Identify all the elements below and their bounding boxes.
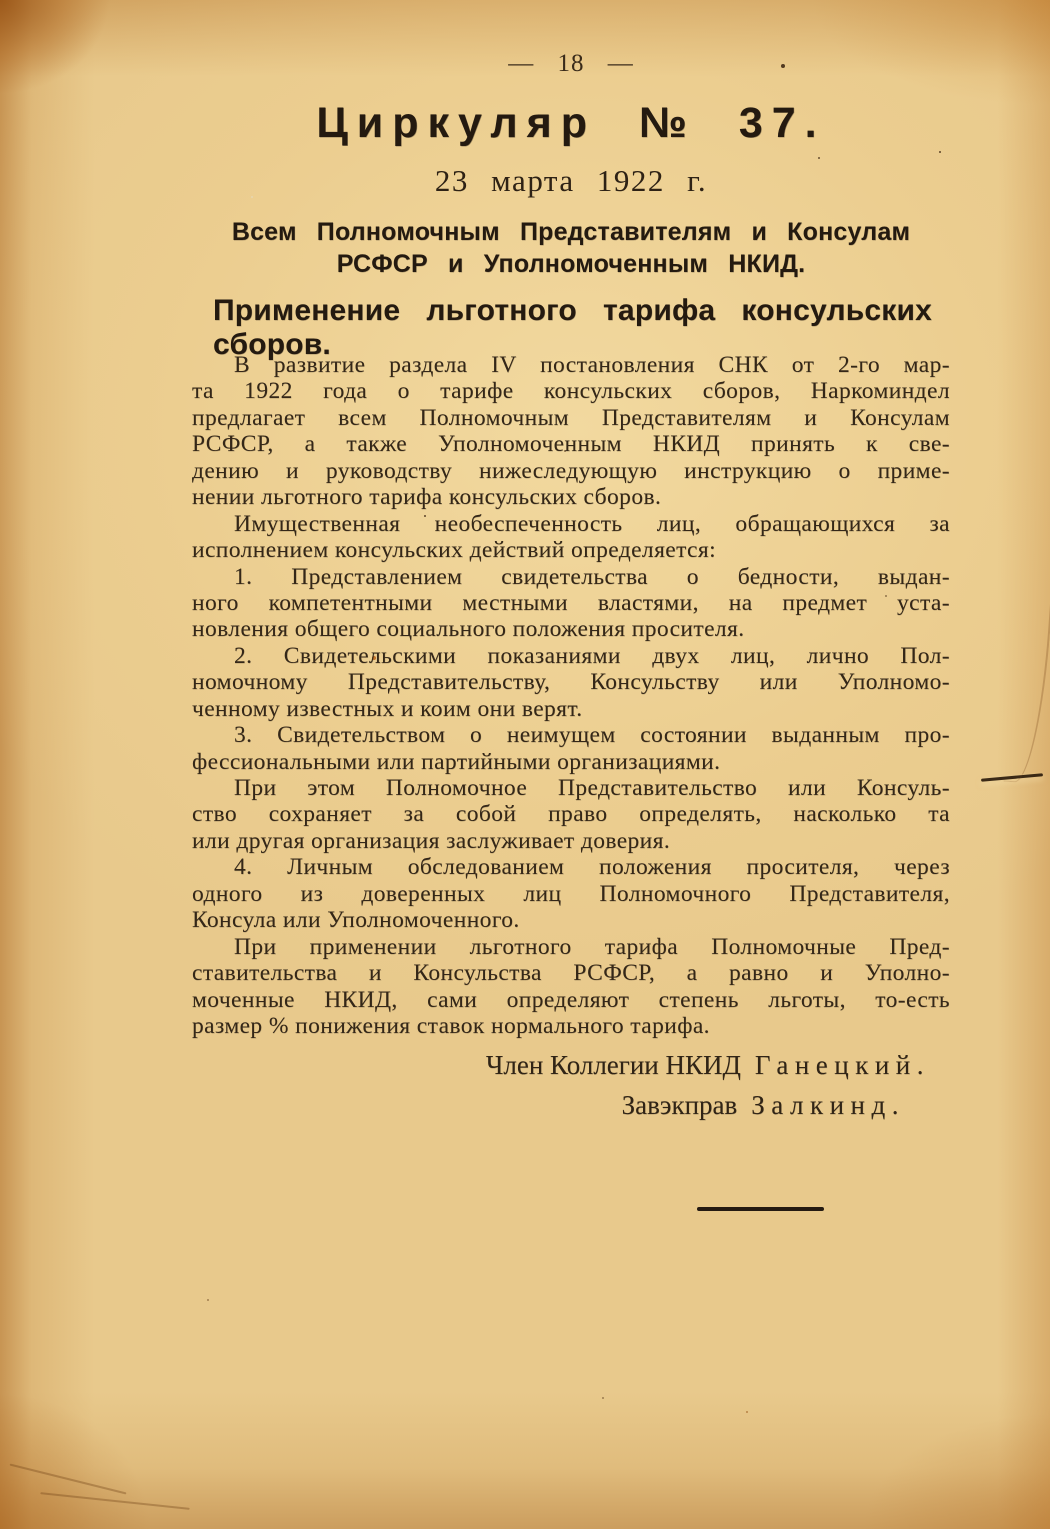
body-line: фессиональными или партийными организациями. [192,748,721,775]
body-line: Имущественная необеспеченность лиц, обращающихся за [234,510,950,537]
body-line: или другая организация заслуживает доверия. [192,827,671,854]
paper-crease-bottom-left [40,1492,189,1510]
signature-name: Ганецкий. [754,1050,930,1080]
addressee-heading [192,216,950,280]
body-paragraph [192,722,950,775]
body-line: номочному Представительству, Консульству или Уполномо- [192,669,950,696]
footer-divider-rule [697,1207,824,1211]
body-line: ченному известных и коим они верят. [192,695,583,722]
body-paragraph [192,352,950,511]
body-line: Консула или Уполномоченного. [192,907,520,934]
circular-date: 23 марта 1922 г. [434,163,708,198]
body-line: предлагает всем Полномочным Представителям и Консулам [192,404,950,431]
signature-line [192,1090,950,1121]
body-line: одного из доверенных лиц Полномочного Представителя, [192,880,950,907]
body-line: нении льготного тарифа консульских сборов. [192,484,662,511]
body-line: При применении льготного тарифа Полномочные Пред- [234,933,950,960]
body-line: 4. Личным обследованием положения просителя, через [234,854,950,881]
paper-crease-bottom-left [10,1464,127,1495]
addressee-line-2: РСФСР и Уполномоченным НКИД. [336,250,806,278]
body-line: При этом Полномочное Представительство или Консуль- [234,775,950,801]
body-line: исполнением консульских действий определяется: [192,537,717,564]
body-line: дению и руководству нижеследующую инструкцию о приме- [192,457,950,484]
subject-heading: Применение льготного тарифа консульских сборов. [213,294,932,361]
signature-line [192,1050,950,1081]
body-line: В развитие раздела IV постановления СНК от 2-го мар- [234,352,950,378]
body-paragraph [192,854,950,933]
body-line: моченные НКИД, сами определяют степень льготы, то-есть [192,986,950,1013]
body-paragraph [192,934,950,1040]
body-paragraph [192,643,950,722]
page-number: — 18 — [508,50,634,77]
body-text [192,352,950,1039]
signature-title: Член Коллегии НКИД [485,1050,741,1080]
body-line: ство сохраняет за собой право определять, насколько та [192,801,950,828]
body-line: 1. Представлением свидетельства о бедности, выдан- [234,563,950,590]
body-line: 3. Свидетельством о неимущем состоянии выданным про- [234,722,950,749]
body-line: 2. Свидетельскими показаниями двух лиц, лично Пол- [234,642,950,669]
body-line: та 1922 года о тарифе консульских сборов, Наркоминдел [192,378,950,405]
body-paragraph [192,564,950,643]
body-line: ставительства и Консульства РСФСР, а равно и Уполно- [192,960,950,987]
paper-crease-right [1004,595,1050,784]
circular-title: Циркуляр № 37. [316,99,826,147]
body-paragraph [192,511,950,564]
body-line: размер % понижения ставок нормального тарифа. [192,1012,710,1039]
addressee-line-1: Всем Полномочным Представителям и Консулам [231,218,911,246]
signature-name: Залкинд. [751,1090,905,1120]
body-line: новления общего социального положения просителя. [192,616,745,643]
body-paragraph [192,775,950,854]
body-line: ного компетентными местными властями, на предмет уста- [192,589,950,616]
body-line: РСФСР, а также Уполномоченным НКИД принять к све- [192,431,950,458]
signature-title: Завэкправ [621,1090,738,1120]
